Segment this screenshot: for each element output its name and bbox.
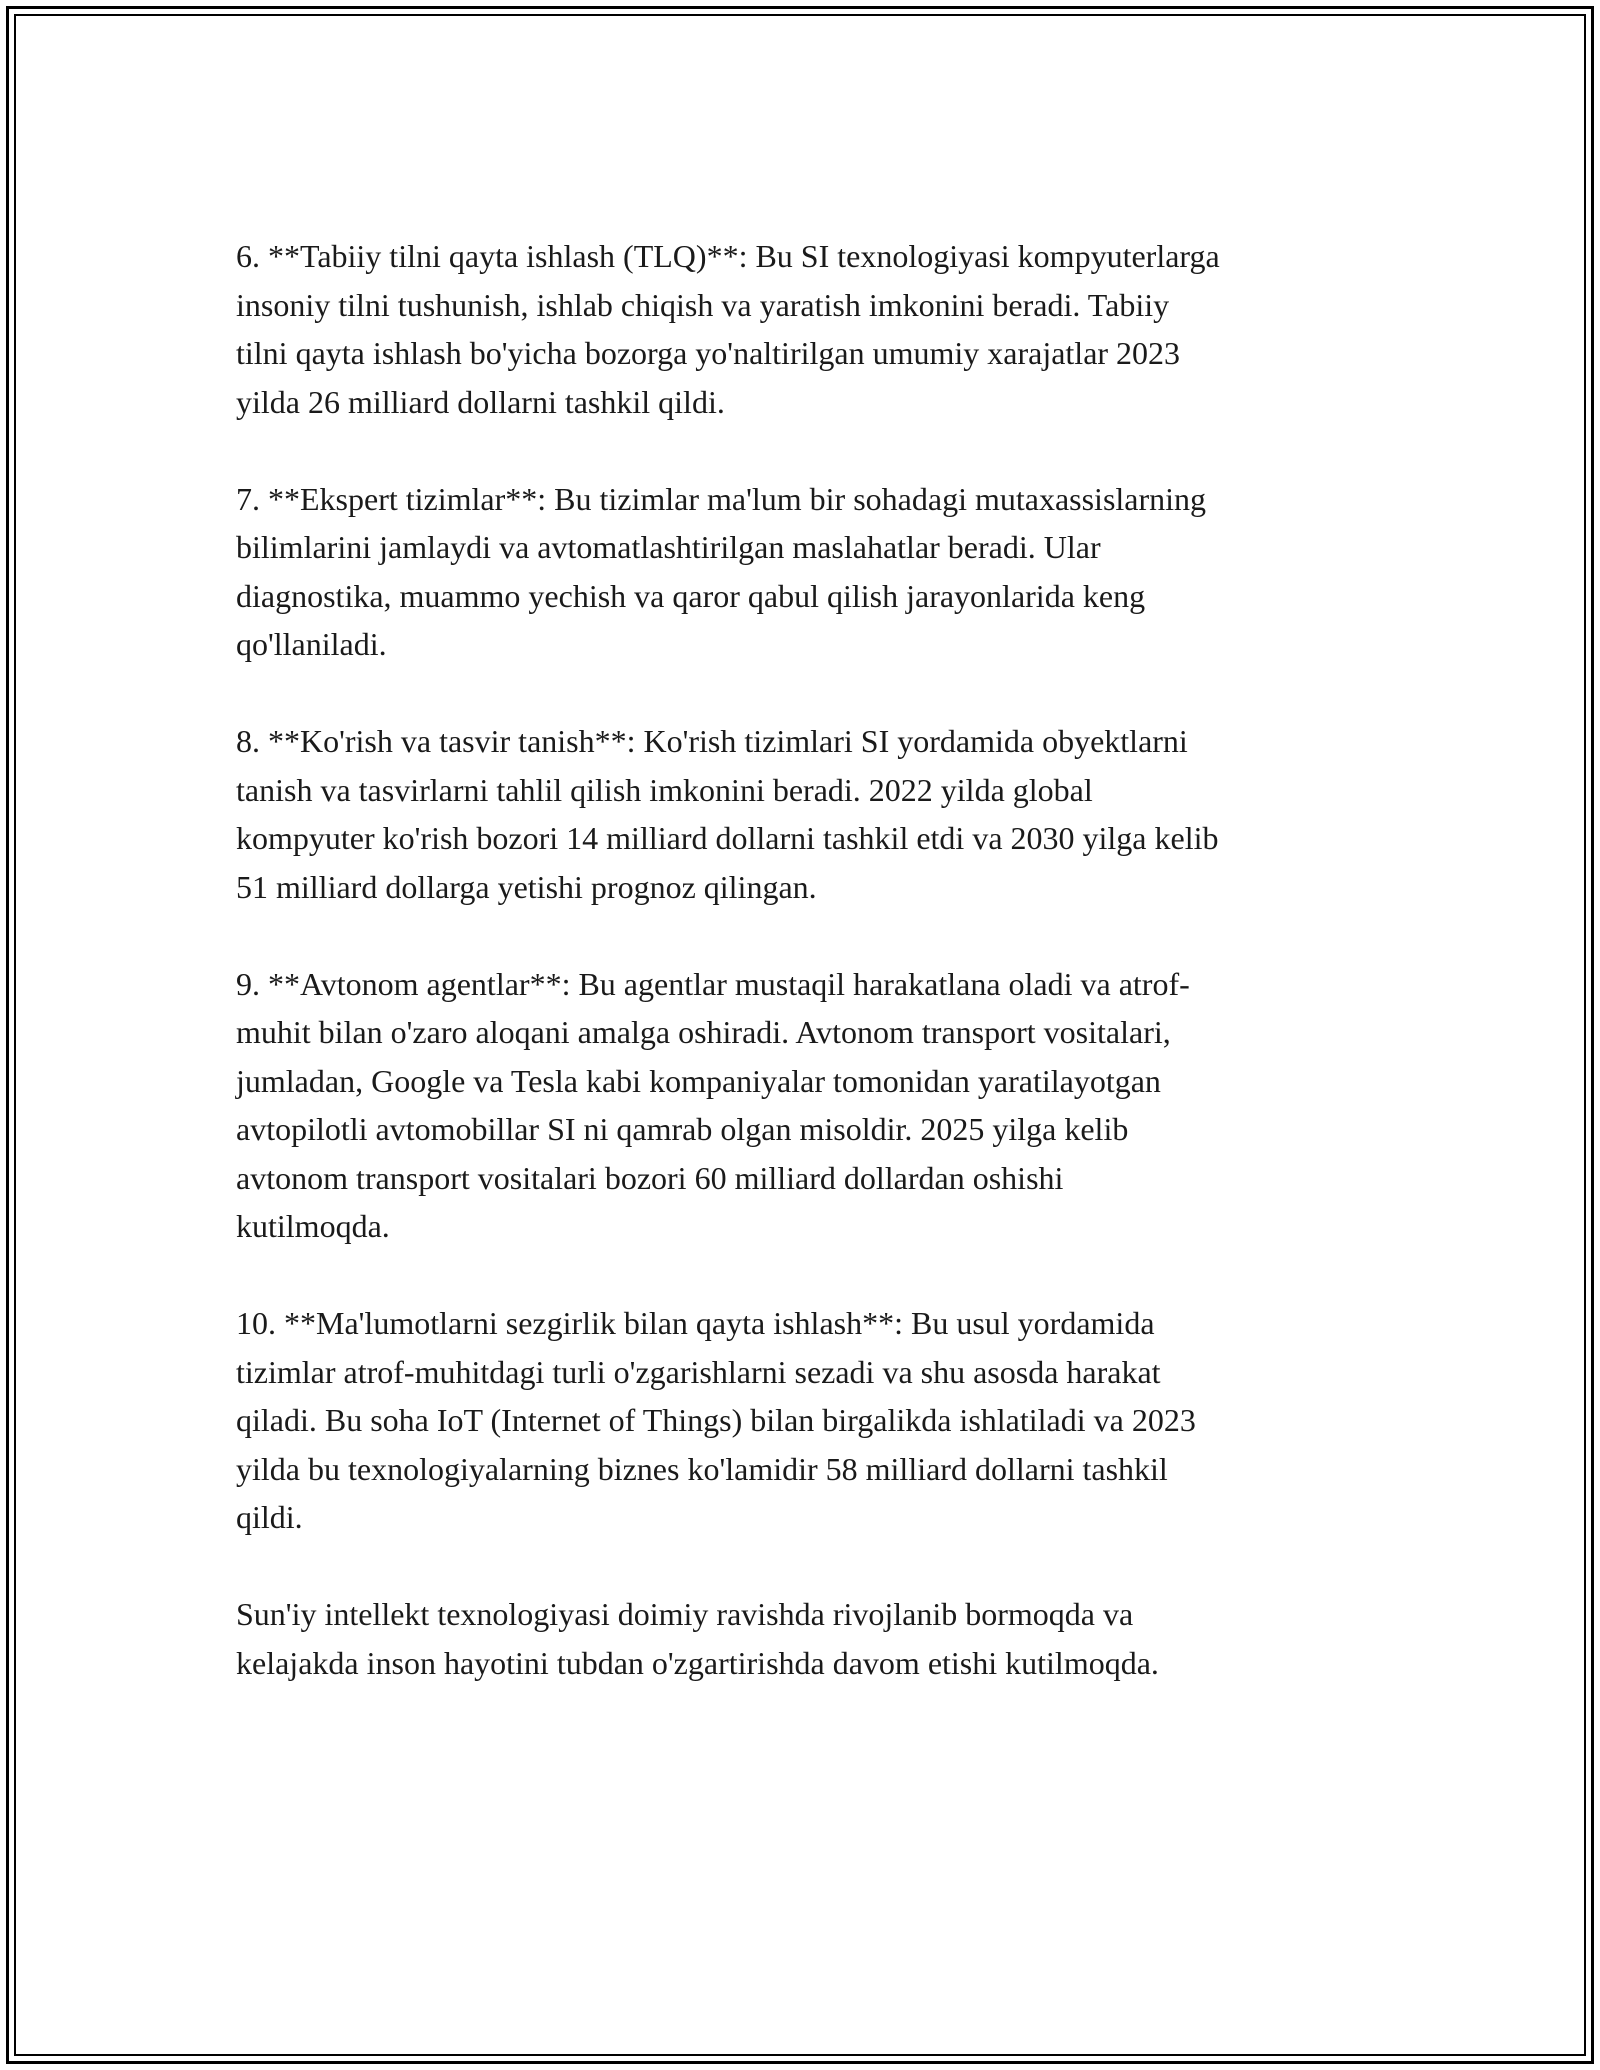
document-body xyxy=(236,232,1376,1736)
paragraph-item-10: 10. **Ma'lumotlarni sezgirlik bilan qayta ishlash**: Bu usul yordamida tizimlar atrof-muhitdagi turli o'zgarishlarni sezadi va shu asosda harakat qiladi. Bu soha IoT (Internet of Things) bilan birgalikda ishlatiladi va 2023 yilda bu texnologiyalarning biznes ko'lamidir 58 milliard dollarni tashkil qildi. xyxy=(236,1305,1196,1535)
paragraph-conclusion: Sun'iy intellekt texnologiyasi doimiy ravishda rivojlanib bormoqda va kelajakda inson hayotini tubdan o'zgartirishda davom etishi kutilmoqda. xyxy=(236,1596,1159,1681)
paragraph-item-6: 6. **Tabiiy tilni qayta ishlash (TLQ)**: Bu SI texnologiyasi kompyuterlarga insoniy tilni tushunish, ishlab chiqish va yaratish imkonini beradi. Tabiiy tilni qayta ishlash bo'yicha bozorga yo'naltirilgan umumiy xarajatlar 2023 yilda 26 milliard dollarni tashkil qildi. xyxy=(236,238,1220,420)
paragraph-item-9: 9. **Avtonom agentlar**: Bu agentlar mustaqil harakatlana oladi va atrof- muhit bilan o'zaro aloqani amalga oshiradi. Avtonom transport vositalari, jumladan, Google va Tesla kabi kompaniyalar tomonidan yaratilayotgan avtopilotli avtomobillar SI ni qamrab olgan misoldir. 2025 yilga kelib avtonom transport vositalari bozori 60 milliard dollardan oshishi kutilmoqda. xyxy=(236,965,1190,1244)
paragraph-item-8: 8. **Ko'rish va tasvir tanish**: Ko'rish tizimlari SI yordamida obyektlarni tanish va tasvirlarni tahlil qilish imkonini beradi. 2022 yilda global kompyuter ko'rish bozori 14 milliard dollarni tashkil etdi va 2030 yilga kelib 51 milliard dollarga yetishi prognoz qilingan. xyxy=(236,723,1219,905)
paragraph-item-7: 7. **Ekspert tizimlar**: Bu tizimlar ma'lum bir sohadagi mutaxassislarning bilimlarini jamlaydi va avtomatlashtirilgan maslahatlar beradi. Ular diagnostika, muammo yechish va qaror qabul qilish jarayonlarida keng qo'llaniladi. xyxy=(236,480,1207,662)
